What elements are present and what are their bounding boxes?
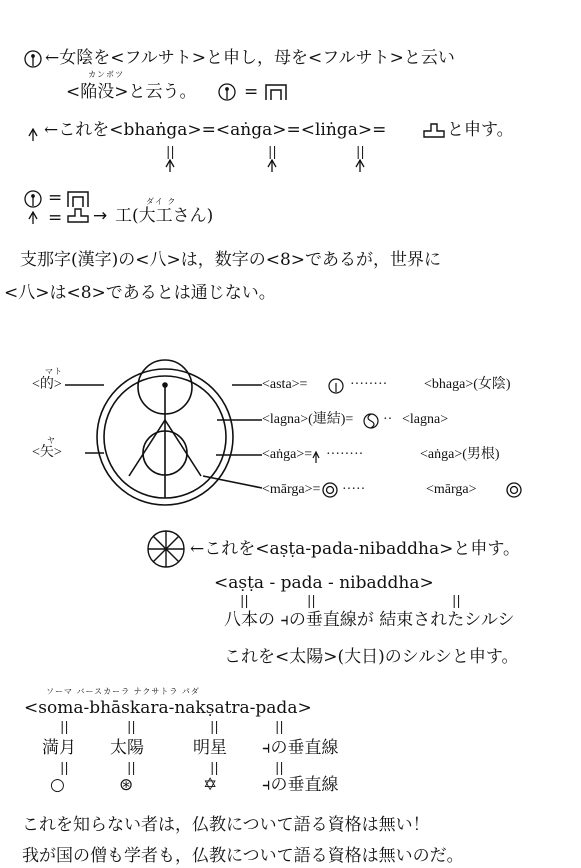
eq-mark: || bbox=[60, 720, 69, 735]
row1-right: <bhaga>(女陰) bbox=[424, 377, 511, 392]
paragraph-line-1: 支那字(漢字)の<八>は，数字の<8>であるが，世界に bbox=[20, 250, 442, 270]
row3-dots: ········ bbox=[326, 447, 364, 462]
step-glyph-icon bbox=[424, 124, 444, 137]
eq-mark: || bbox=[127, 761, 136, 776]
arrow-ruby: ヤ bbox=[47, 436, 56, 445]
line2-text: <陥没>と云う。 bbox=[66, 82, 197, 102]
circle-glyph-icon bbox=[219, 84, 235, 100]
yin-yang-glyph-icon bbox=[364, 414, 378, 428]
eq-mark: || bbox=[307, 594, 316, 609]
eq-mark: || bbox=[356, 145, 365, 160]
eq-mark: || bbox=[275, 761, 284, 776]
meaning-morning-star: 明星 bbox=[193, 738, 227, 758]
target-diagram bbox=[65, 360, 262, 505]
row2-left: <lagna>(連結)= bbox=[262, 412, 354, 427]
box-glyph-icon bbox=[266, 85, 286, 100]
arrow-up-glyph-icon bbox=[166, 160, 364, 172]
line3-end: と申す。 bbox=[447, 120, 514, 140]
step-glyph-icon bbox=[68, 209, 88, 222]
arrow-label: <矢> bbox=[32, 445, 62, 460]
symbol-star: ✡ bbox=[203, 775, 218, 795]
paragraph-line-2: <八>は<8>であるとは通じない。 bbox=[4, 283, 276, 303]
target-ruby: マト bbox=[45, 367, 63, 376]
line1-text: ←女陰を<フルサト>と申し，母を<フルサト>と云い bbox=[45, 48, 455, 68]
eq-mark: || bbox=[60, 761, 69, 776]
row3-left: <aṅga>= bbox=[262, 447, 313, 462]
eq-mark: || bbox=[210, 720, 219, 735]
closing-line-2: 我が国の僧も学者も，仏教について語る資格は無いのだ。 bbox=[22, 846, 464, 866]
line4-kanji: 工(大工さん) bbox=[115, 206, 214, 226]
meaning-full-moon: 満月 bbox=[42, 738, 76, 758]
arrow-up-glyph-icon bbox=[29, 212, 37, 224]
circle-glyph-icon bbox=[25, 51, 41, 67]
row2-right: <lagna> bbox=[402, 412, 449, 427]
symbol-sun-wheel: ⊛ bbox=[119, 775, 134, 795]
box-glyph-icon bbox=[68, 192, 88, 207]
line4-arrow: → bbox=[93, 206, 108, 226]
meaning-vertical-line: ⫞の垂直線 bbox=[262, 738, 339, 758]
row3-right: <aṅga>(男根) bbox=[420, 447, 500, 462]
row1-left: <asta>= bbox=[262, 377, 308, 392]
symbol-circle: ○ bbox=[50, 775, 65, 795]
line4-eq2: = bbox=[48, 208, 63, 228]
line4-ruby: ダイ ク bbox=[146, 197, 177, 206]
circle-glyph-icon bbox=[25, 191, 41, 207]
astapada-meaning: 八本の ⫞の垂直線が 結束されたシルシ bbox=[224, 610, 515, 630]
eq-mark: || bbox=[275, 720, 284, 735]
circle-glyph-icon bbox=[329, 379, 343, 393]
eq-mark: || bbox=[268, 145, 277, 160]
row4-left: <mārga>= bbox=[262, 482, 321, 497]
astapada-sun: これを<太陽>(大日)のシルシと申す。 bbox=[224, 647, 519, 667]
row2-dots: ·· bbox=[383, 412, 393, 427]
target-label: <的> bbox=[32, 377, 62, 392]
soma-ruby: ソーマ バースカーラ ナクサトラ パダ bbox=[46, 687, 200, 696]
eq-mark: || bbox=[240, 594, 249, 609]
row4-dots: ····· bbox=[342, 482, 366, 497]
closing-line-1: これを知らない者は，仏教について語る資格は無い！ bbox=[22, 815, 430, 835]
line2-eq: = bbox=[244, 82, 259, 102]
astapada-line: ←これを<aṣṭa-pada-nibaddha>と申す。 bbox=[190, 539, 520, 559]
eq-mark: || bbox=[452, 594, 461, 609]
line2-ruby: カンボツ bbox=[88, 70, 124, 79]
eq-mark: || bbox=[127, 720, 136, 735]
soma-line: <soma-bhāskara-nakṣatra-pada> bbox=[24, 698, 312, 718]
eq-mark: || bbox=[210, 761, 219, 776]
astapada-breakdown: <aṣṭa - pada - nibaddha> bbox=[214, 573, 434, 593]
row4-right: <mārga> bbox=[426, 482, 477, 497]
arrow-up-glyph-icon bbox=[29, 129, 37, 141]
line3-text: ←これを<bhaṅga>=<aṅga>=<liṅga>= bbox=[44, 120, 387, 140]
eight-spoke-wheel-icon bbox=[148, 531, 184, 567]
line4-eq1: = bbox=[48, 188, 63, 208]
arrow-up-glyph-icon bbox=[313, 452, 319, 463]
symbol-vertical-line: ⫞の垂直線 bbox=[262, 775, 339, 795]
row1-dots: ········ bbox=[350, 377, 388, 392]
meaning-sun: 太陽 bbox=[110, 738, 144, 758]
eq-mark: || bbox=[166, 145, 175, 160]
